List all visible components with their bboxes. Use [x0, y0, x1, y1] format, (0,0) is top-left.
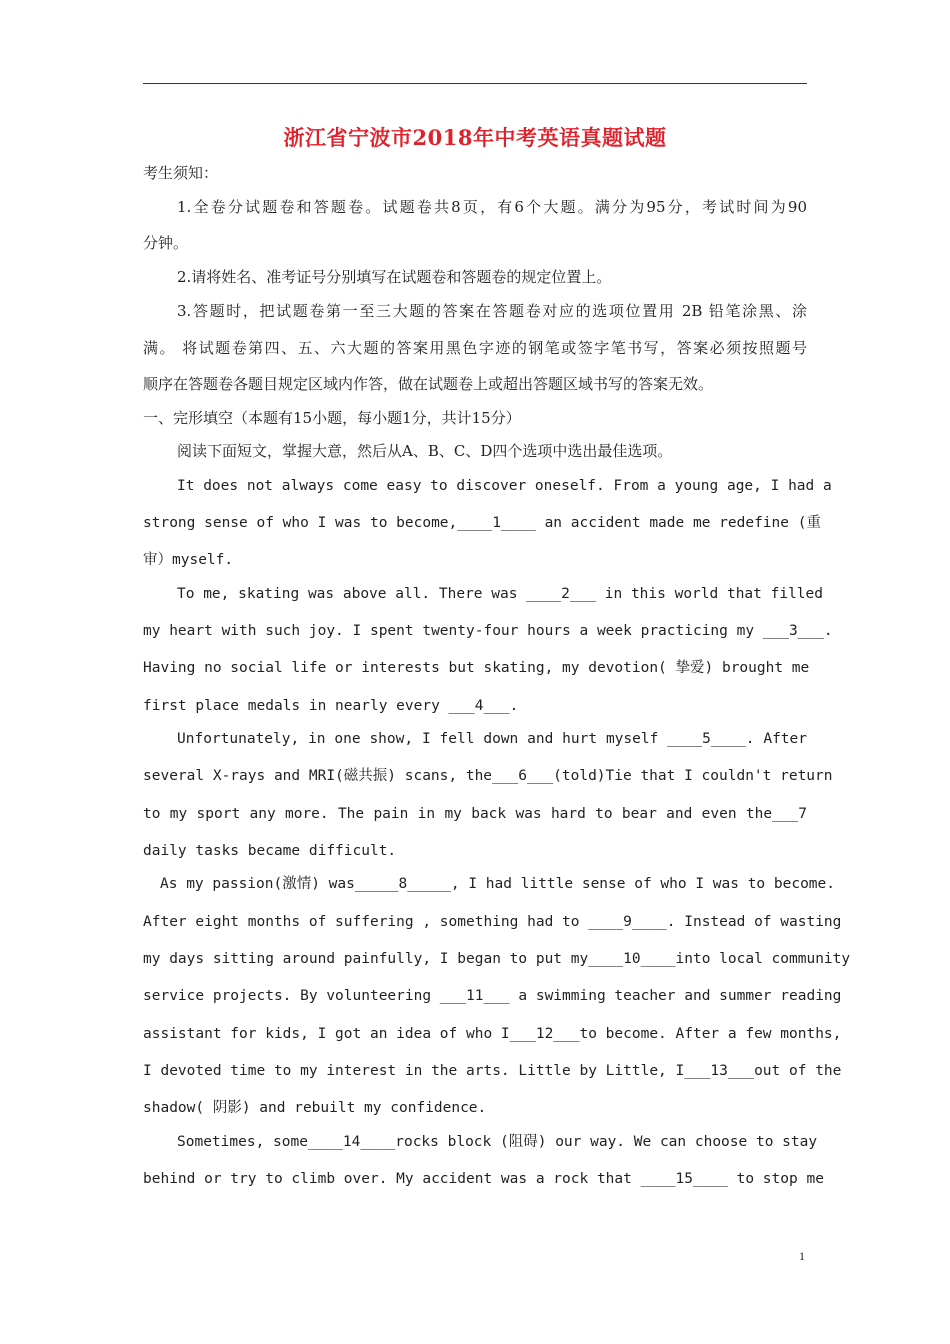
notice-item-3-cont: 满。 将试题卷第四、五、六大题的答案用黑色字迹的钢笔或签字笔书写，答案必须按照题号: [143, 339, 807, 357]
notice-item-1: 1.全卷分试题卷和答题卷。试题卷共8页，有6个大题。满分为95分，考试时间为90: [177, 198, 807, 216]
passage-line: assistant for kids, I got an idea of who I___12___to become. After a few months,: [143, 1026, 842, 1042]
notice-item-3-cont: 顺序在答题卷各题目规定区域内作答，做在试题卷上或超出答题区域书写的答案无效。: [143, 375, 714, 393]
passage-line: As my passion(激情) was_____8_____, I had little sense of who I was to become.: [160, 876, 836, 892]
passage-line: It does not always come easy to discover oneself. From a young age, I had a: [177, 478, 832, 494]
page-title: 浙江省宁波市2018年中考英语真题试题: [283, 125, 667, 150]
passage-line: To me, skating was above all. There was ____2___ in this world that filled: [177, 586, 824, 602]
notice-heading: 考生须知：: [143, 164, 219, 182]
header-rule: [143, 83, 807, 84]
notice-item-3: 3.答题时，把试题卷第一至三大题的答案在答题卷对应的选项位置用 2B 铅笔涂黑、涂: [177, 302, 807, 320]
passage-line: After eight months of suffering , something had to ____9____. Instead of wasting: [143, 914, 842, 930]
section-instruction: 阅读下面短文，掌握大意，然后从A、B、C、D四个选项中选出最佳选项。: [177, 442, 673, 460]
passage-line: Sometimes, some____14____rocks block (阻碍) our way. We can choose to stay: [177, 1134, 818, 1150]
passage-line: shadow( 阴影) and rebuilt my confidence.: [143, 1100, 487, 1116]
passage-line: daily tasks became difficult.: [143, 843, 397, 859]
passage-line: my heart with such joy. I spent twenty-four hours a week practicing my ___3___.: [143, 623, 833, 639]
passage-line: strong sense of who I was to become,____1____ an accident made me redefine (重: [143, 515, 821, 531]
passage-line: 审）myself.: [143, 552, 234, 568]
section-heading: 一、完形填空（本题有15小题，每小题1分，共计15分）: [143, 409, 521, 427]
notice-item-2: 2.请将姓名、准考证号分别填写在试题卷和答题卷的规定位置上。: [177, 268, 612, 286]
passage-line: to my sport any more. The pain in my back was hard to bear and even the___7: [143, 806, 807, 822]
page-number: 1: [799, 1249, 805, 1263]
passage-line: behind or try to climb over. My accident was a rock that ____15____ to stop me: [143, 1171, 824, 1187]
passage-line: my days sitting around painfully, I began to put my____10____into local community: [143, 951, 851, 967]
passage-line: first place medals in nearly every ___4___.: [143, 698, 519, 714]
passage-line: several X-rays and MRI(磁共振) scans, the___6___(told)Tie that I couldn't return: [143, 768, 833, 784]
passage-line: I devoted time to my interest in the arts. Little by Little, I___13___out of the: [143, 1063, 842, 1079]
passage-line: service projects. By volunteering ___11___ a swimming teacher and summer reading: [143, 988, 842, 1004]
passage-line: Having no social life or interests but skating, my devotion( 挚爱) brought me: [143, 660, 810, 676]
notice-item-1-cont: 分钟。: [143, 234, 189, 252]
passage-line: Unfortunately, in one show, I fell down and hurt myself ____5____. After: [177, 731, 807, 747]
